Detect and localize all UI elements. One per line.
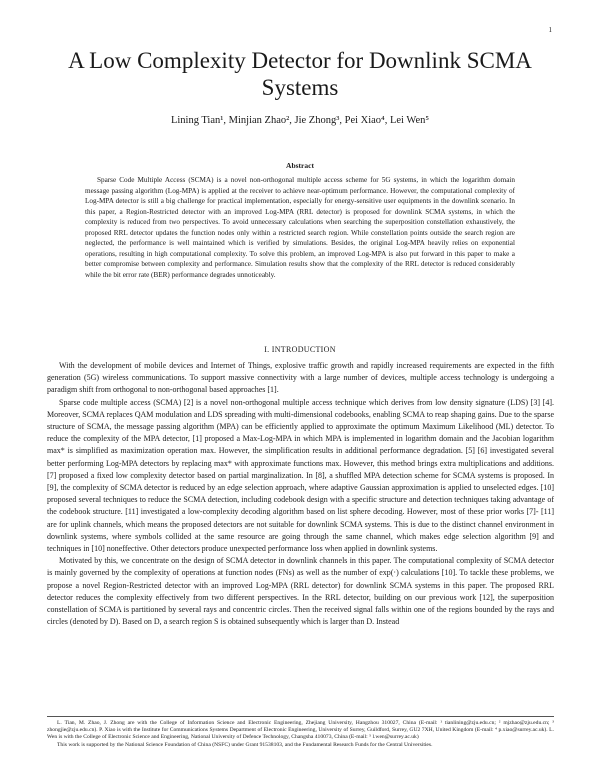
- section-heading-introduction: I. INTRODUCTION: [264, 345, 336, 354]
- footnotes: [47, 720, 554, 749]
- footnote-funding: This work is supported by the National Science Foundation of China (NSFC) under Grant 91538103, and the Fundamental Research Funds for the Central Universities.: [57, 741, 433, 748]
- footnote-divider: [47, 716, 554, 717]
- body-paragraph: Sparse code multiple access (SCMA) [2] is a novel non-orthogonal multiple access technique which derives from low density signature (LDS) [3] [4]. Moreover, SCMA replaces QAM modulation and LDS spreading with multi-dimensional codebooks, enabling SCMA to reap shaping gains. Due to the sparse structure of SCMA, the message passing algorithm (MPA) can be efficiently applied to approximate the optimum Maximum Likelihood (ML) detector. To reduce the complexity of the MPA detector, [1] proposed a Max-Log-MPA in which MPA is implemented in logarithm domain and the Jacobian logarithm max* is simplified as maximization operation max. However, the simplification results in additional performance degradation. [5] [6] investigated several better performing Log-MPA detectors by replacing max* with approximate functions max. However, this method brings extra multiplications and additions. [7] proposed a fixed low complexity detector based on partial marginalization. In [8], a shuffled MPA detection scheme for SCMA systems is proposed. In [9], the complexity of SCMA detector is reduced by an edge selection approach, where adaptive Gaussian approximation is applied to unselected edges. [10] proposed several techniques to reduce the SCMA detection, including codebook design with a specific structure and detection techniques taking advantage of the codebook structure. [11] investigated a low-complexity decoding algorithm based on list sphere decoding. However, most of these prior works [7]- [11] are for uplink channels, which means the proposed detectors are not suitable for downlink SCMA systems. This is due to the distinct channel environment in downlink systems, where symbols collided at the same resource are going through the same channel, which makes edge selection algorithm [9] and techniques in [10] noneffective. Other detectors produce unexpected performance loss when applied in downlink systems.: [47, 397, 554, 554]
- paper-title: A Low Complexity Detector for Downlink SCMA Systems: [68, 48, 532, 100]
- author-list: Lining Tian¹, Minjian Zhao², Jie Zhong³, Pei Xiao⁴, Lei Wen⁵: [170, 115, 430, 126]
- body-paragraph: With the development of mobile devices and Internet of Things, explosive traffic growth and rapidly increased requirements are expected in the fifth generation (5G) wireless communications. To support massive connectivity with a large number of devices, multiple access technology is undergoing a paradigm shift from orthogonal to non-orthogonal based approaches [1].: [47, 361, 554, 395]
- body-paragraph: Motivated by this, we concentrate on the design of SCMA detector in downlink channels in this paper. The computational complexity of SCMA detector is mainly governed by the complexity of operations at function nodes (FNs) as well as the number of exp(·) calculations [10]. To tackle these problems, we propose a novel Region-Restricted detector with an improved Log-MPA (RRL detector) for downlink SCMA systems in this paper. The proposed RRL detector reduces the complexity effectively from two different perspectives. In the RRL detector, building on our previous work [12], the superposition constellation of SCMA is partitioned by several rays and concentric circles. Then the received signal falls within one of the regions bounded by the rays and circles (denoted by D). Based on D, a search region S is obtained subsequently which is larger than D. Instead: [47, 556, 554, 627]
- introduction-body: [47, 360, 554, 628]
- abstract-text: Sparse Code Multiple Access (SCMA) is a novel non-orthogonal multiple access scheme for 5G systems, in which the logarithm domain message passing algorithm (Log-MPA) is applied at the receiver to achieve near-optimum performance. However, the computational complexity of Log-MPA detector is still a big challenge for practical implementation, especially for energy-sensitive user equipments in the downlink scenario. In this paper, a Region-Restricted detector with an improved Log-MPA (RRL detector) is proposed for downlink SCMA systems, in which the complexity is reduced from two perspectives. To avoid unnecessary calculations when searching the superposition constellation exhaustively, the proposed RRL detector updates the function nodes only within a restricted search region. While constellation points outside the search region are neglected, the performance is well maintained which is verified by simulations. Besides, the original Log-MPA heavily relies on exponential operations, resulting in high computational complexity. To solve this problem, an improved Log-MPA is also put forward in this paper to make a better compromise between complexity and performance. Simulation results show that the complexity of the RRL detector is reduced considerably while the bit error rate (BER) performance degrades unnoticeably.: [85, 176, 515, 279]
- abstract-heading: Abstract: [286, 161, 314, 170]
- footnote-affiliations: L. Tian, M. Zhao, J. Zhong are with the College of Information Science and Electronic Engineering, Zhejiang University, Hangzhou 310027, China (E-mail: ¹ tianlining@zju.edu.cn; ² mjzhao@zju.edu.cn; ³ zhongjie@zju.edu.cn). P. Xiao is with the Institute for Communications Systems Department of Electronic Engineering, University of Surrey, Guildford, Surrey, GU2 7XH, United Kingdom (E-mail: ⁴ p.xiao@surrey.ac.uk). L. Wen is with the College of Electronic Science and Engineering, National University of Defence Technology, Changsha 410073, China (E-mail: ⁵ l.wen@surrey.ac.uk): [47, 720, 554, 741]
- page-number: 1: [548, 26, 552, 34]
